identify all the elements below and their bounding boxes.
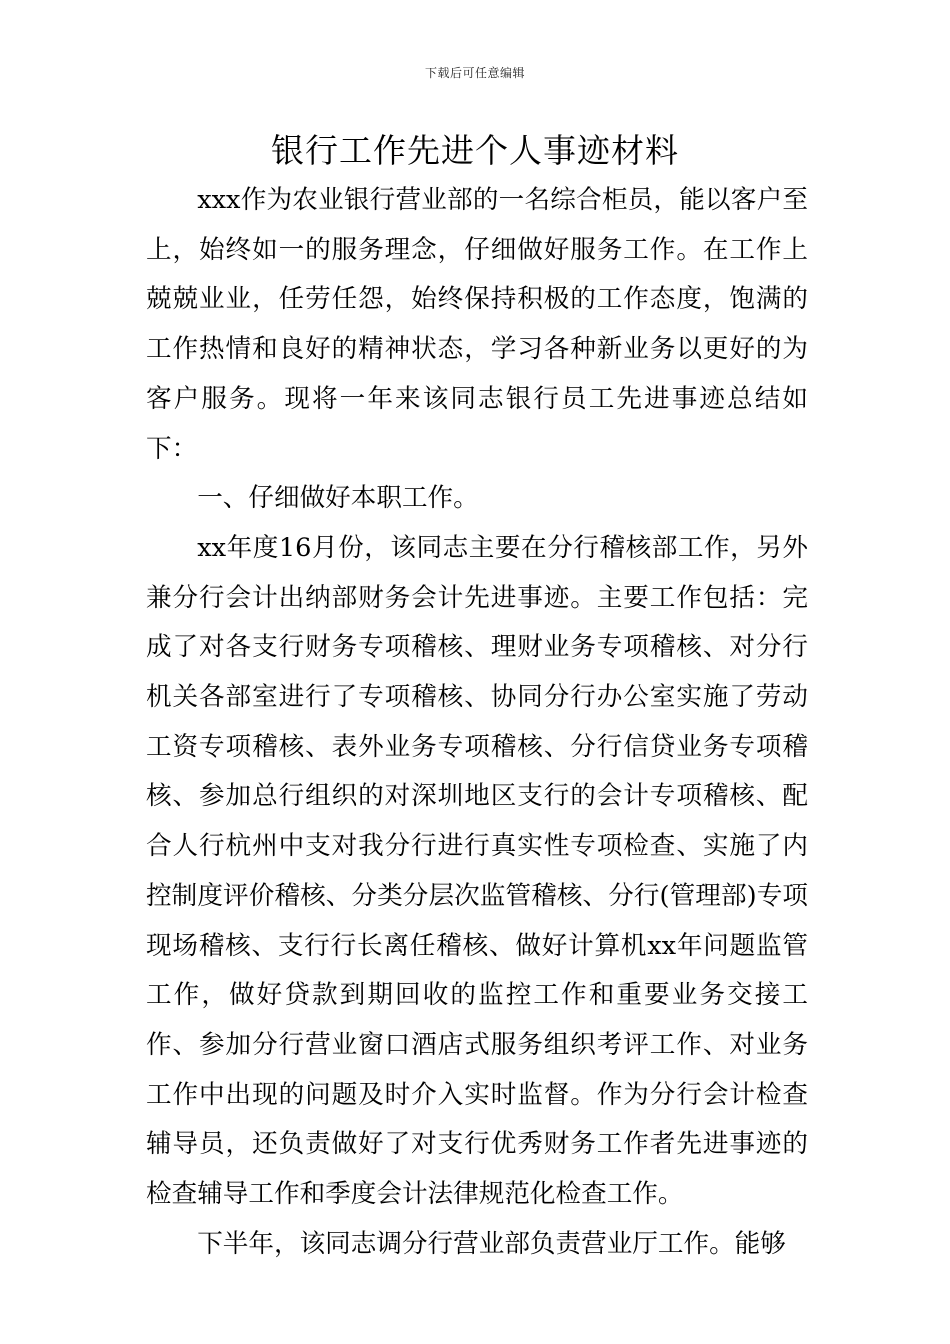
header-note: 下载后可任意编辑 [424, 66, 525, 80]
section-heading: 一、仔细做好本职工作。 [197, 483, 479, 514]
document-body [146, 176, 808, 1269]
paragraph-first-half-year: xx年度16月份，该同志主要在分行稽核部工作，另外兼分行会计出纳部财务会计先进事迹。主要工作包括：完成了对各支行财务专项稽核、理财业务专项稽核、对分行机关各部室进行了专项稽核、协同分行办公室实施了劳动工资专项稽核、表外业务专项稽核、分行信贷业务专项稽核、参加总行组织的对深圳地区支行的会计专项稽核、配合人行杭州中支对我分行进行真实性专项检查、实施了内控制度评价稽核、分类分层次监管稽核、分行(管理部)专项现场稽核、支行行长离任稽核、做好计算机xx年问题监管工作，做好贷款到期回收的监控工作和重要业务交接工作、参加分行营业窗口酒店式服务组织考评工作、对业务工作中出现的问题及时介入实时监督。作为分行会计检查辅导员，还负责做好了对支行优秀财务工作者先进事迹的检查辅导工作和季度会计法律规范化检查工作。 [146, 532, 808, 1210]
paragraph-intro: xxx作为农业银行营业部的一名综合柜员，能以客户至上，始终如一的服务理念，仔细做好服务工作。在工作上兢兢业业，任劳任怨，始终保持积极的工作态度，饱满的工作热情和良好的精神状态，学习各种新业务以更好的为客户服务。现将一年来该同志银行员工先进事迹总结如下： [146, 185, 808, 464]
paragraph-second-half-year: 下半年，该同志调分行营业部负责营业厅工作。能够 [197, 1228, 786, 1259]
document-title: 银行工作先进个人事迹材料 [271, 131, 679, 170]
